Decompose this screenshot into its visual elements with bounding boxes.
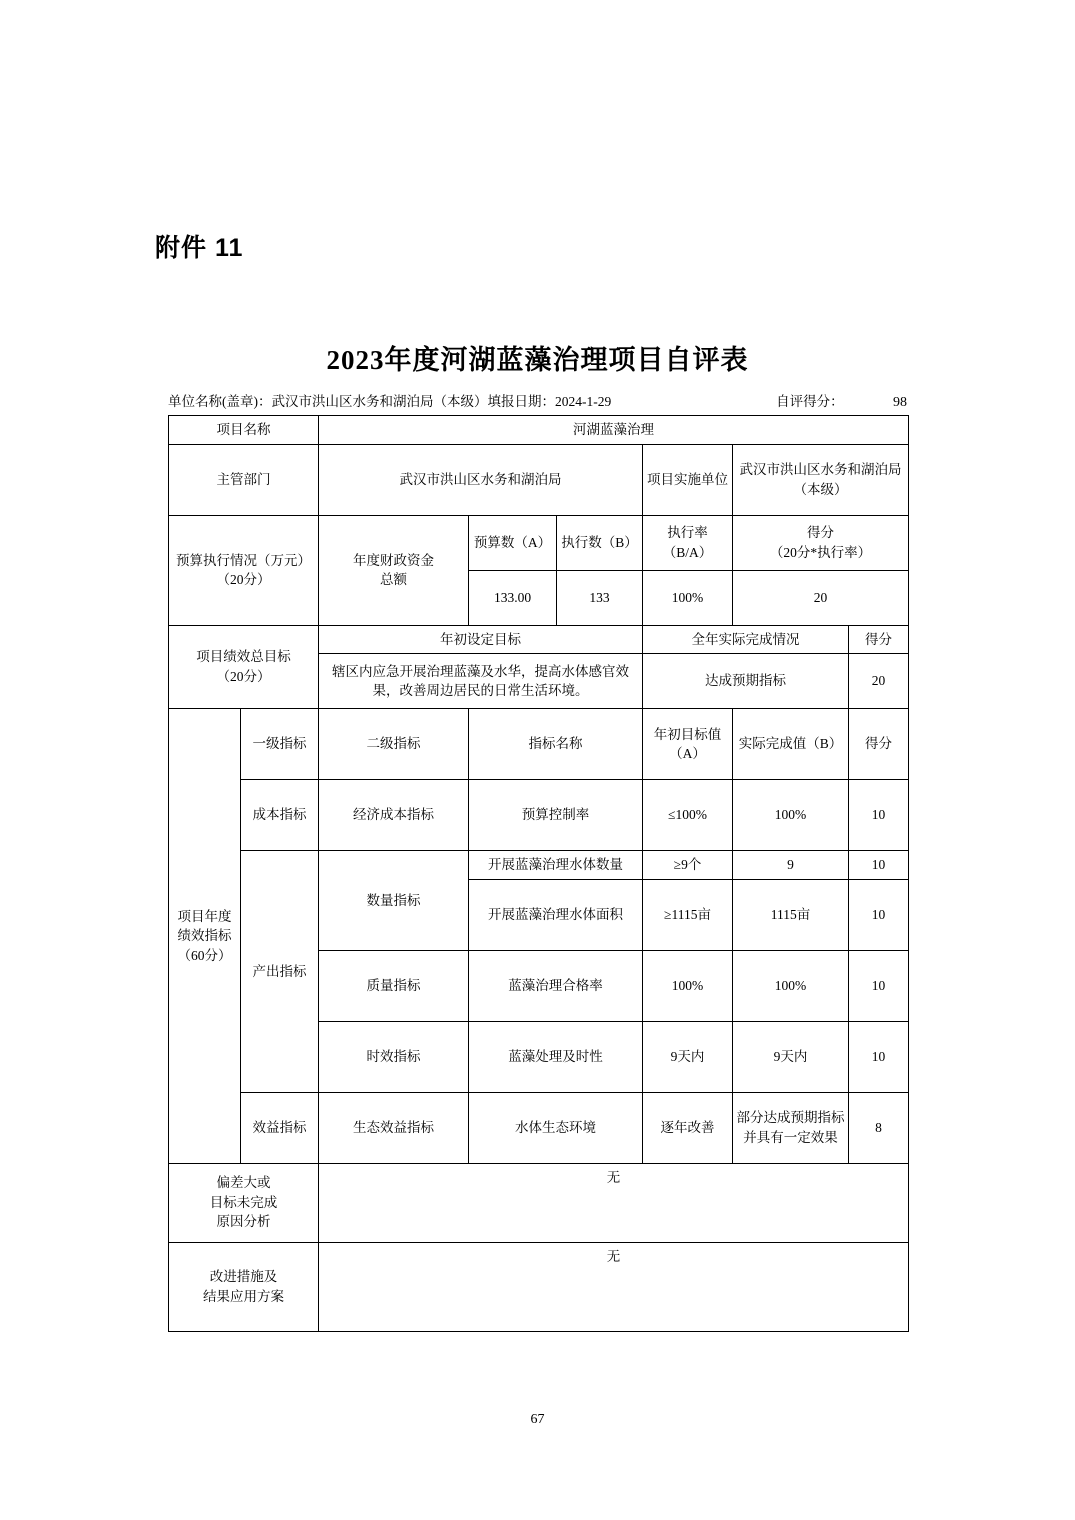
indicator-level2: 数量指标 (319, 851, 469, 951)
indicator-score: 10 (849, 851, 909, 880)
indicator-target: ≤100% (643, 780, 733, 851)
indicator-score: 10 (849, 780, 909, 851)
exec-rate-value: 100% (643, 570, 733, 625)
indicator-target-header: 年初目标值 （A） (643, 709, 733, 780)
project-name-label: 项目名称 (169, 416, 319, 445)
indicator-name: 蓝藻治理合格率 (469, 950, 643, 1021)
indicator-name: 开展蓝藻治理水体面积 (469, 879, 643, 950)
attachment-label: 附件 11 (155, 234, 244, 262)
indicator-level2: 经济成本指标 (319, 780, 469, 851)
project-name-value: 河湖蓝藻治理 (319, 416, 909, 445)
indicator-name: 预算控制率 (469, 780, 643, 851)
goal-actual-value: 达成预期指标 (643, 654, 849, 709)
indicator-level1: 产出指标 (241, 851, 319, 1093)
indicator-score: 10 (849, 879, 909, 950)
indicator-actual: 1115亩 (733, 879, 849, 950)
indicator-target: 100% (643, 950, 733, 1021)
page-number: 67 (530, 1412, 545, 1427)
indicator-target: ≥9个 (643, 851, 733, 880)
table-row-department (169, 444, 909, 515)
table-row-deviation (169, 1163, 909, 1242)
self-score-label: 自评得分： (776, 394, 844, 409)
indicator-target: 9天内 (643, 1021, 733, 1092)
indicator-level1-header: 一级指标 (241, 709, 319, 780)
budget-amount-value: 133.00 (469, 570, 557, 625)
impl-unit-label: 项目实施单位 (643, 444, 733, 515)
self-score-group (776, 390, 907, 411)
improvement-label: 改进措施及 结果应用方案 (169, 1242, 319, 1331)
col-budget-header: 预算数（A） (469, 515, 557, 570)
department-value: 武汉市洪山区水务和湖泊局 (319, 444, 643, 515)
indicator-score: 10 (849, 1021, 909, 1092)
table-row-goal-header (169, 625, 909, 654)
goal-set-value: 辖区内应急开展治理蓝藻及水华，提高水体感官效果，改善周边居民的日常生活环境。 (319, 654, 643, 709)
indicator-actual: 9 (733, 851, 849, 880)
page-title: 2023年度河湖蓝藻治理项目自评表 (326, 345, 749, 375)
indicator-name: 开展蓝藻治理水体数量 (469, 851, 643, 880)
unit-name-and-date: 单位名称(盖章)：武汉市洪山区水务和湖泊局（本级）填报日期：2024-1-29 (168, 394, 612, 409)
indicator-actual: 100% (733, 950, 849, 1021)
annual-perf-label: 项目年度 绩效指标 （60分） (169, 709, 241, 1164)
indicator-level2: 时效指标 (319, 1021, 469, 1092)
indicator-score-header: 得分 (849, 709, 909, 780)
table-row-improvement (169, 1242, 909, 1331)
table-row-indicator-header (169, 709, 909, 780)
indicator-target: 逐年改善 (643, 1092, 733, 1163)
table-row-project-name (169, 416, 909, 445)
goal-score-header: 得分 (849, 625, 909, 654)
deviation-label: 偏差大或 目标未完成 原因分析 (169, 1163, 319, 1242)
indicator-actual-header: 实际完成值（B） (733, 709, 849, 780)
budget-score-value: 20 (733, 570, 909, 625)
indicator-actual: 100% (733, 780, 849, 851)
indicator-actual: 部分达成预期指标并具有一定效果 (733, 1092, 849, 1163)
exec-amount-value: 133 (557, 570, 643, 625)
indicator-level1: 效益指标 (241, 1092, 319, 1163)
indicator-name: 水体生态环境 (469, 1092, 643, 1163)
col-exec-header: 执行数（B） (557, 515, 643, 570)
impl-unit-value: 武汉市洪山区水务和湖泊局（本级） (733, 444, 909, 515)
department-label: 主管部门 (169, 444, 319, 515)
indicator-name: 蓝藻处理及时性 (469, 1021, 643, 1092)
meta-row (168, 390, 907, 411)
indicator-actual: 9天内 (733, 1021, 849, 1092)
indicator-name-header: 指标名称 (469, 709, 643, 780)
indicator-score: 8 (849, 1092, 909, 1163)
deviation-value: 无 (319, 1163, 909, 1242)
indicator-level1: 成本指标 (241, 780, 319, 851)
self-score-value: 98 (893, 395, 907, 410)
indicator-score: 10 (849, 950, 909, 1021)
table-row (169, 851, 909, 880)
goal-actual-header: 全年实际完成情况 (643, 625, 849, 654)
perf-goal-label: 项目绩效总目标 （20分） (169, 625, 319, 709)
col-score-header: 得分 （20分*执行率） (733, 515, 909, 570)
indicator-level2: 生态效益指标 (319, 1092, 469, 1163)
goal-score-value: 20 (849, 654, 909, 709)
indicator-level2: 质量指标 (319, 950, 469, 1021)
col-rate-header: 执行率 （B/A） (643, 515, 733, 570)
evaluation-table (168, 415, 909, 1332)
table-row-budget-header (169, 515, 909, 570)
table-row (169, 1092, 909, 1163)
annual-fund-label: 年度财政资金 总额 (319, 515, 469, 625)
goal-set-header: 年初设定目标 (319, 625, 643, 654)
improvement-value: 无 (319, 1242, 909, 1331)
table-row (169, 780, 909, 851)
budget-exec-label: 预算执行情况（万元） （20分） (169, 515, 319, 625)
indicator-level2-header: 二级指标 (319, 709, 469, 780)
indicator-target: ≥1115亩 (643, 879, 733, 950)
